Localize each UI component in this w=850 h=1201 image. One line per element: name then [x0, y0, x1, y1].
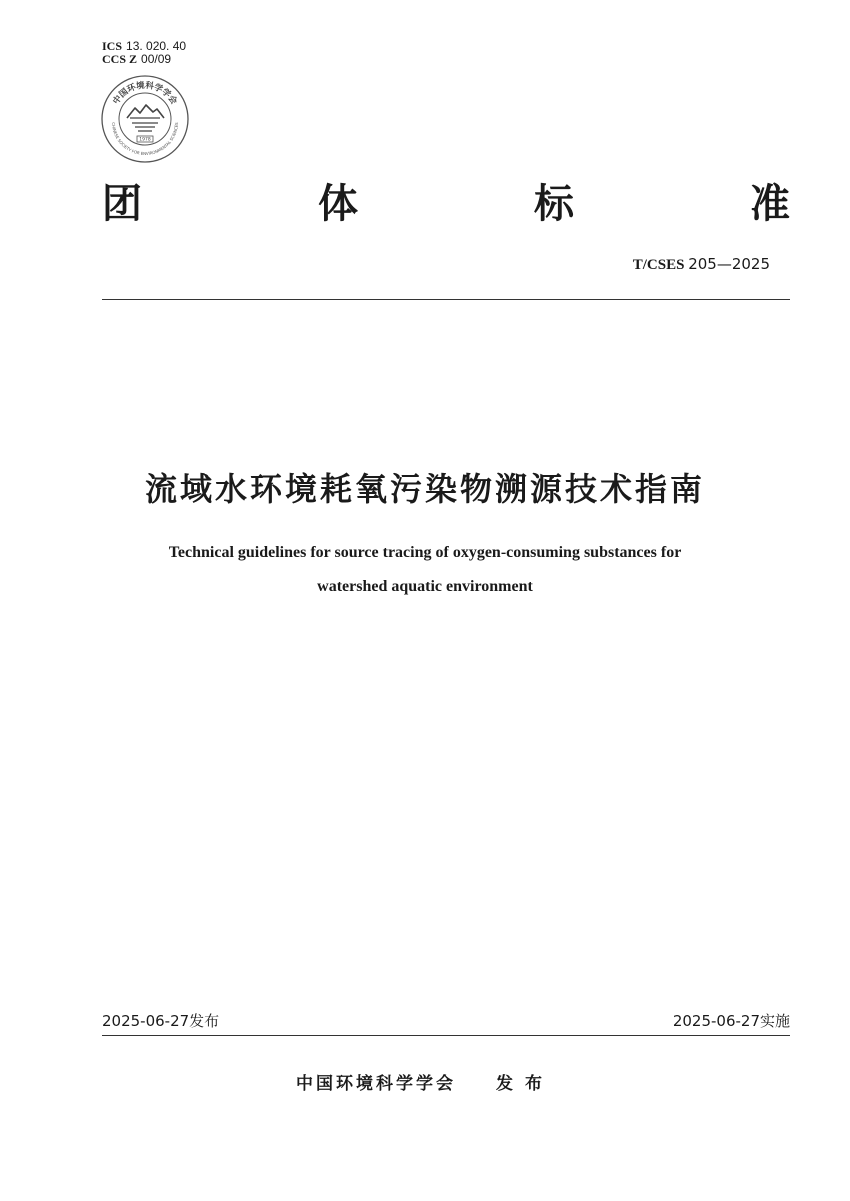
seal-ring-text: 中国环境科学学会	[111, 80, 179, 107]
ccs-label: CCS Z	[102, 52, 138, 66]
ccs-code: 00/09	[141, 52, 172, 66]
standard-type-char: 团	[102, 180, 142, 227]
standard-type-char: 准	[750, 180, 790, 227]
header-divider	[102, 299, 790, 300]
english-title-line: Technical guidelines for source tracing of oxygen-consuming substances for	[168, 544, 682, 561]
classification-codes	[102, 40, 186, 66]
issue-date: 2025-06-27发布	[102, 1012, 220, 1030]
ccs-line	[102, 53, 186, 66]
standard-type-char: 体	[318, 180, 358, 227]
standard-number-prefix: T/CSES	[632, 257, 685, 273]
ics-label: ICS	[102, 39, 123, 53]
seal-year: 1978	[139, 137, 151, 143]
standard-number	[633, 255, 770, 274]
standard-type-title	[102, 170, 790, 230]
seal-english-text: CHINESE SOCIETY FOR ENVIRONMENTAL SCIENCES	[110, 122, 180, 157]
publisher-line	[0, 1069, 850, 1094]
footer-divider	[102, 1035, 790, 1036]
standard-number-value: 205—2025	[688, 255, 770, 273]
publisher-name: 中国环境科学学会	[296, 1074, 456, 1094]
chinese-title: 流域水环境耗氧污染物溯源技术指南	[144, 470, 705, 508]
english-title-line: watershed aquatic environment	[317, 578, 533, 595]
publisher-action: 发布	[496, 1074, 554, 1094]
standard-type-char: 标	[534, 180, 574, 227]
english-title	[60, 536, 790, 604]
society-seal-icon	[100, 74, 190, 164]
implementation-date: 2025-06-27实施	[672, 1012, 790, 1030]
ics-code: 13. 020. 40	[126, 39, 187, 53]
